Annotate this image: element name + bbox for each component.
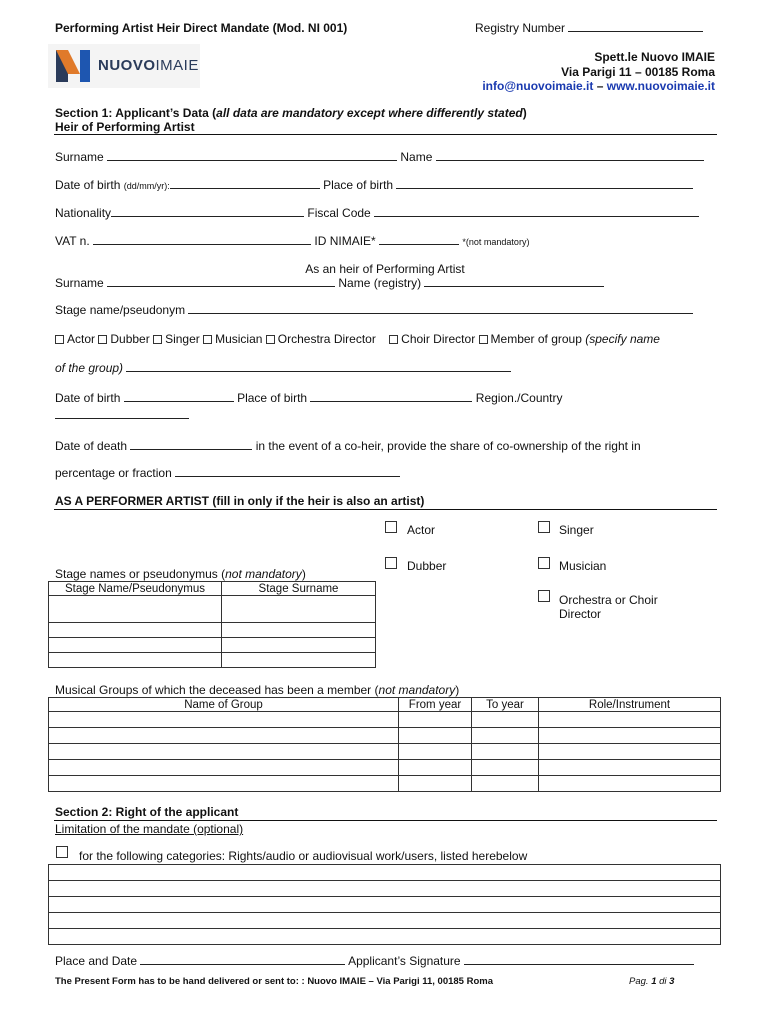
col-stage-name: Stage Name/Pseudonymus	[49, 582, 222, 596]
col-group-name: Name of Group	[49, 698, 399, 712]
table-row	[49, 728, 721, 744]
registry-number[interactable]	[475, 21, 703, 35]
table-row	[49, 623, 376, 638]
artist-surname-field[interactable]: Surname Name (registry)	[55, 276, 604, 290]
table-row	[49, 638, 376, 653]
section1-title: Section 1: Applicant’s Data (all data are mandatory except where differently stated)	[55, 106, 527, 120]
categories-table[interactable]	[48, 864, 721, 945]
table-row	[49, 929, 721, 945]
section1-subtitle: Heir of Performing Artist	[55, 120, 195, 134]
page-indicator: Pag. 1 di 3	[629, 976, 675, 987]
website-link[interactable]: www.nuovoimaie.it	[606, 79, 715, 93]
table-row	[49, 897, 721, 913]
place-date-field[interactable]: Place and Date Applicant’s Signature	[55, 954, 694, 968]
performer-heading: AS A PERFORMER ARTIST (fill in only if the heir is also an artist)	[55, 494, 425, 508]
email-link[interactable]: info@nuovoimaie.it	[482, 79, 594, 93]
perf-dubber-checkbox[interactable]	[385, 557, 397, 569]
stage-names-label: Stage names or pseudonymus (not mandatory)	[55, 567, 306, 581]
stage-names-table[interactable]	[48, 581, 376, 668]
musician-checkbox	[203, 335, 212, 344]
surname-field[interactable]: Surname Name	[55, 150, 704, 164]
limitation-label: Limitation of the mandate (optional)	[55, 822, 244, 836]
separator: –	[596, 79, 604, 93]
logo-text-bold: NUOVO	[98, 57, 156, 74]
address: Via Parigi 11 – 00185 Roma	[561, 65, 715, 79]
dubber-checkbox	[98, 335, 107, 344]
orchestra-director-checkbox	[266, 335, 275, 344]
table-row	[49, 653, 376, 668]
role-checkboxes[interactable]: Actor Dubber Singer Musician Orchestra Director Choir Director Member of group (specify name	[55, 332, 660, 346]
groups-table[interactable]	[48, 697, 721, 792]
actor-checkbox	[55, 335, 64, 344]
share-field[interactable]: percentage or fraction	[55, 466, 400, 480]
addressee: Spett.le Nuovo IMAIE	[594, 50, 715, 64]
member-of-group-checkbox	[479, 335, 488, 344]
perf-actor-checkbox[interactable]	[385, 521, 397, 533]
perf-orchestra-label-2: Director	[559, 607, 602, 621]
table-row	[49, 596, 376, 623]
singer-checkbox	[153, 335, 162, 344]
stage-name-field[interactable]: Stage name/pseudonym	[55, 303, 693, 317]
perf-singer-label: Singer	[559, 523, 594, 537]
col-stage-surname: Stage Surname	[222, 582, 376, 596]
choir-director-checkbox	[389, 335, 398, 344]
table-row	[49, 744, 721, 760]
group-name-field[interactable]: of the group)	[55, 361, 511, 375]
form-title: Performing Artist Heir Direct Mandate (Mod. NI 001)	[55, 21, 348, 35]
table-row	[49, 881, 721, 897]
col-from-year: From year	[399, 698, 472, 712]
nuovo-imaie-logo	[48, 44, 200, 88]
section2-title: Section 2: Right of the applicant	[55, 805, 239, 819]
perf-musician-label: Musician	[559, 559, 607, 573]
groups-label: Musical Groups of which the deceased has been a member (not mandatory)	[55, 683, 460, 697]
perf-orchestra-checkbox[interactable]	[538, 590, 550, 602]
perf-musician-checkbox[interactable]	[538, 557, 550, 569]
artist-heading: As an heir of Performing Artist	[305, 262, 465, 276]
footer-note: The Present Form has to be hand delivered or sent to: : Nuovo IMAIE – Via Parigi 11, 00185 Roma	[55, 976, 494, 987]
categories-checkbox[interactable]	[56, 846, 68, 858]
table-row	[49, 776, 721, 792]
nationality-field[interactable]: Nationality Fiscal Code	[55, 206, 699, 220]
dob-field[interactable]: Date of birth (dd/mm/yr): Place of birth	[55, 178, 693, 192]
col-to-year: To year	[472, 698, 539, 712]
artist-dob-field[interactable]: Date of birth Place of birth Region./Country	[55, 391, 563, 405]
perf-actor-label: Actor	[407, 523, 436, 537]
table-row	[49, 913, 721, 929]
registry-label: Registry Number	[475, 21, 566, 35]
perf-orchestra-label: Orchestra or Choir	[559, 593, 658, 607]
vat-field[interactable]: VAT n. ID NIMAIE* *(not mandatory)	[55, 234, 530, 248]
categories-label: for the following categories: Rights/audio or audiovisual work/users, listed herebelow	[79, 849, 528, 863]
table-row	[49, 712, 721, 728]
logo-text: IMAIE	[155, 57, 199, 74]
perf-singer-checkbox[interactable]	[538, 521, 550, 533]
contacts	[482, 79, 715, 93]
table-row	[49, 865, 721, 881]
col-role: Role/Instrument	[539, 698, 721, 712]
perf-dubber-label: Dubber	[407, 559, 447, 573]
logo-mark-icon	[52, 46, 92, 86]
table-row	[49, 760, 721, 776]
death-field[interactable]: Date of death in the event of a co-heir, provide the share of co-ownership of the right in	[55, 439, 641, 453]
